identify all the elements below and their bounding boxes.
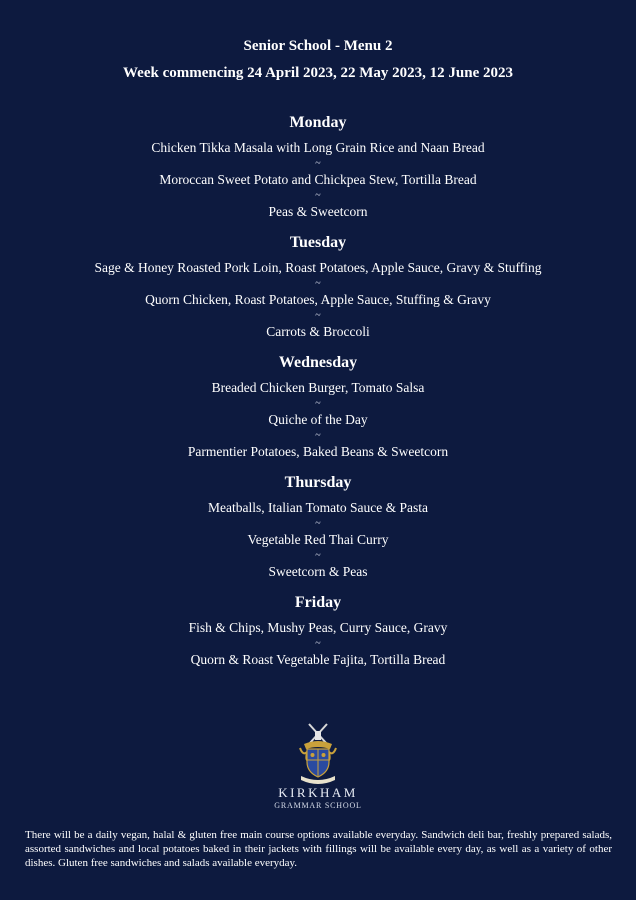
separator: ~ bbox=[315, 158, 321, 169]
menu-item: Breaded Chicken Burger, Tomato Salsa bbox=[211, 380, 425, 395]
day-friday bbox=[0, 593, 636, 668]
separator: ~ bbox=[315, 278, 321, 289]
menu-item: Quorn Chicken, Roast Potatoes, Apple Sauce, Stuffing & Gravy bbox=[145, 292, 491, 307]
menu-item: Carrots & Broccoli bbox=[266, 324, 370, 339]
day-heading: Thursday bbox=[284, 474, 352, 491]
separator: ~ bbox=[315, 398, 321, 409]
day-heading: Tuesday bbox=[289, 234, 347, 251]
menu-title: Senior School - Menu 2 bbox=[243, 38, 393, 54]
day-thursday bbox=[0, 473, 636, 580]
menu-item: Sage & Honey Roasted Pork Loin, Roast Potatoes, Apple Sauce, Gravy & Stuffing bbox=[94, 260, 542, 275]
school-subname: GRAMMAR SCHOOL bbox=[274, 801, 362, 810]
menu-item: Fish & Chips, Mushy Peas, Curry Sauce, Gravy bbox=[188, 620, 448, 635]
separator: ~ bbox=[315, 638, 321, 649]
menu-item: Quorn & Roast Vegetable Fajita, Tortilla Bread bbox=[190, 652, 446, 667]
menu-item: Moroccan Sweet Potato and Chickpea Stew, Tortilla Bread bbox=[159, 172, 477, 187]
days-list bbox=[0, 113, 636, 668]
day-heading: Friday bbox=[294, 594, 342, 611]
menu-item: Peas & Sweetcorn bbox=[268, 204, 368, 219]
menu-item: Vegetable Red Thai Curry bbox=[247, 532, 389, 547]
menu-item: Parmentier Potatoes, Baked Beans & Sweetcorn bbox=[187, 444, 449, 459]
day-wednesday bbox=[0, 353, 636, 460]
day-heading: Monday bbox=[289, 114, 347, 131]
menu-subtitle: Week commencing 24 April 2023, 22 May 2023, 12 June 2023 bbox=[123, 65, 513, 81]
menu-item: Meatballs, Italian Tomato Sauce & Pasta bbox=[207, 500, 428, 515]
separator: ~ bbox=[315, 190, 321, 201]
footer-note: There will be a daily vegan, halal & gluten free main course options available everyday. Sandwich deli bar, freshly prepared salads, assorted sandwiches and local potatoes baked in their jackets with fillings will be available every day, as well as a variety of other dishes. Gluten free sandwiches and salads available everyday. bbox=[25, 829, 612, 869]
school-crest-icon bbox=[295, 722, 341, 784]
separator: ~ bbox=[315, 550, 321, 561]
menu-item: Chicken Tikka Masala with Long Grain Rice and Naan Bread bbox=[151, 140, 485, 155]
menu-item: Quiche of the Day bbox=[268, 412, 368, 427]
day-heading: Wednesday bbox=[278, 354, 358, 371]
separator: ~ bbox=[315, 430, 321, 441]
day-tuesday bbox=[0, 233, 636, 340]
school-name: KIRKHAM bbox=[278, 785, 358, 800]
school-brand bbox=[0, 786, 636, 812]
menu-item: Sweetcorn & Peas bbox=[268, 564, 368, 579]
separator: ~ bbox=[315, 518, 321, 529]
separator: ~ bbox=[315, 310, 321, 321]
day-monday bbox=[0, 113, 636, 220]
